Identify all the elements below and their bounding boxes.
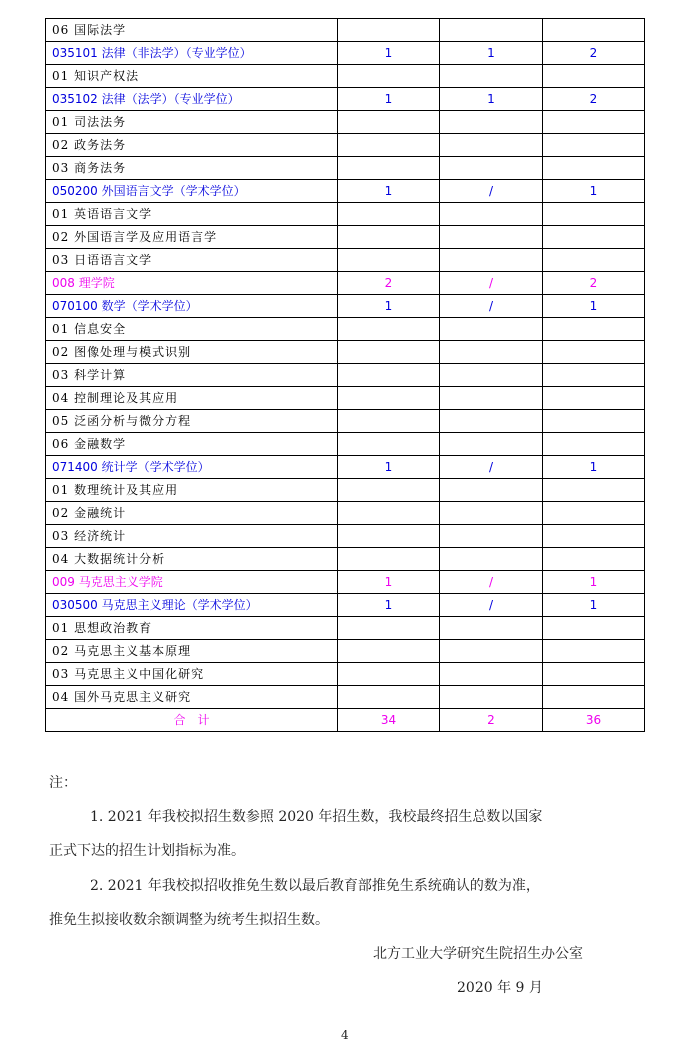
- direction-row: [46, 410, 645, 433]
- count-planned: [338, 226, 440, 249]
- row-label: 01 数理统计及其应用: [46, 479, 338, 502]
- count-total: [543, 65, 645, 88]
- direction-row: [46, 479, 645, 502]
- count-recommended: [440, 525, 543, 548]
- note-2-line-1: 2. 2021 年我校拟招收推免生数以最后教育部推免生系统确认的数为准，: [90, 878, 540, 894]
- row-label: 04 大数据统计分析: [46, 548, 338, 571]
- count-planned: [338, 410, 440, 433]
- count-planned: 34: [338, 709, 440, 732]
- row-label: 050200 外国语言文学（学术学位）: [46, 180, 338, 203]
- count-total: [543, 111, 645, 134]
- count-planned: 2: [338, 272, 440, 295]
- count-total: 2: [543, 272, 645, 295]
- major-row: [46, 295, 645, 318]
- direction-row: [46, 203, 645, 226]
- row-label: 03 马克思主义中国化研究: [46, 663, 338, 686]
- count-total: [543, 686, 645, 709]
- count-recommended: [440, 387, 543, 410]
- major-row: [46, 180, 645, 203]
- count-recommended: [440, 157, 543, 180]
- direction-row: [46, 111, 645, 134]
- direction-row: [46, 134, 645, 157]
- count-recommended: [440, 111, 543, 134]
- count-recommended: /: [440, 295, 543, 318]
- direction-row: [46, 249, 645, 272]
- note-1-line-2: 正式下达的招生计划指标为准。: [49, 843, 245, 859]
- count-recommended: [440, 134, 543, 157]
- count-planned: 1: [338, 594, 440, 617]
- count-planned: 1: [338, 180, 440, 203]
- count-total: [543, 19, 645, 42]
- count-recommended: [440, 226, 543, 249]
- school-row: [46, 571, 645, 594]
- date: 2020 年 9 月: [457, 980, 543, 996]
- count-planned: [338, 686, 440, 709]
- count-recommended: [440, 663, 543, 686]
- count-recommended: [440, 502, 543, 525]
- count-planned: [338, 111, 440, 134]
- row-label: 04 国外马克思主义研究: [46, 686, 338, 709]
- row-label: 035102 法律（法学）（专业学位）: [46, 88, 338, 111]
- count-total: [543, 318, 645, 341]
- count-planned: [338, 341, 440, 364]
- count-planned: [338, 19, 440, 42]
- row-label: 01 信息安全: [46, 318, 338, 341]
- count-recommended: [440, 640, 543, 663]
- direction-row: [46, 502, 645, 525]
- row-label: 02 马克思主义基本原理: [46, 640, 338, 663]
- direction-row: [46, 226, 645, 249]
- direction-row: [46, 364, 645, 387]
- count-planned: [338, 364, 440, 387]
- count-recommended: [440, 410, 543, 433]
- count-planned: [338, 157, 440, 180]
- count-planned: [338, 387, 440, 410]
- count-planned: [338, 479, 440, 502]
- page-number: 4: [341, 1028, 349, 1042]
- count-planned: [338, 318, 440, 341]
- direction-row: [46, 686, 645, 709]
- count-recommended: [440, 203, 543, 226]
- row-label: 03 商务法务: [46, 157, 338, 180]
- total-row: [46, 709, 645, 732]
- count-recommended: /: [440, 272, 543, 295]
- count-recommended: 1: [440, 42, 543, 65]
- count-recommended: [440, 249, 543, 272]
- count-recommended: [440, 341, 543, 364]
- count-recommended: /: [440, 180, 543, 203]
- count-planned: [338, 65, 440, 88]
- count-total: [543, 479, 645, 502]
- note-2-line-2: 推免生拟接收数余额调整为统考生拟招生数。: [49, 912, 329, 928]
- direction-row: [46, 663, 645, 686]
- count-recommended: [440, 617, 543, 640]
- school-row: [46, 272, 645, 295]
- count-recommended: [440, 364, 543, 387]
- count-recommended: /: [440, 456, 543, 479]
- count-planned: 1: [338, 42, 440, 65]
- count-total: [543, 640, 645, 663]
- count-total: [543, 410, 645, 433]
- count-recommended: [440, 19, 543, 42]
- row-label: 01 思想政治教育: [46, 617, 338, 640]
- direction-row: [46, 157, 645, 180]
- count-planned: [338, 203, 440, 226]
- note-1-line-1: 1. 2021 年我校拟招生数参照 2020 年招生数，我校最终招生总数以国家: [90, 809, 543, 825]
- count-recommended: [440, 65, 543, 88]
- direction-row: [46, 548, 645, 571]
- count-total: [543, 249, 645, 272]
- row-label: 01 司法法务: [46, 111, 338, 134]
- direction-row: [46, 318, 645, 341]
- notes-label: 注：: [49, 775, 77, 791]
- count-planned: 1: [338, 456, 440, 479]
- row-label: 04 控制理论及其应用: [46, 387, 338, 410]
- count-total: [543, 548, 645, 571]
- row-label: 05 泛函分析与微分方程: [46, 410, 338, 433]
- count-planned: [338, 617, 440, 640]
- row-label: 合 计: [46, 709, 338, 732]
- count-total: 1: [543, 571, 645, 594]
- count-total: 2: [543, 88, 645, 111]
- count-total: [543, 387, 645, 410]
- row-label: 06 金融数学: [46, 433, 338, 456]
- count-total: [543, 502, 645, 525]
- row-label: 008 理学院: [46, 272, 338, 295]
- count-planned: 1: [338, 88, 440, 111]
- row-label: 02 金融统计: [46, 502, 338, 525]
- count-total: 2: [543, 42, 645, 65]
- count-recommended: 2: [440, 709, 543, 732]
- major-row: [46, 456, 645, 479]
- count-recommended: [440, 318, 543, 341]
- row-label: 02 政务法务: [46, 134, 338, 157]
- direction-row: [46, 525, 645, 548]
- major-row: [46, 594, 645, 617]
- row-label: 071400 统计学（学术学位）: [46, 456, 338, 479]
- count-total: [543, 525, 645, 548]
- count-planned: [338, 249, 440, 272]
- count-planned: [338, 134, 440, 157]
- count-total: [543, 341, 645, 364]
- row-label: 02 外国语言学及应用语言学: [46, 226, 338, 249]
- row-label: 01 英语语言文学: [46, 203, 338, 226]
- row-label: 06 国际法学: [46, 19, 338, 42]
- signature: 北方工业大学研究生院招生办公室: [373, 946, 583, 962]
- row-label: 035101 法律（非法学）（专业学位）: [46, 42, 338, 65]
- count-planned: [338, 663, 440, 686]
- enrollment-plan-table: [45, 18, 645, 732]
- count-recommended: [440, 479, 543, 502]
- count-total: [543, 433, 645, 456]
- count-total: 1: [543, 594, 645, 617]
- count-recommended: 1: [440, 88, 543, 111]
- count-planned: 1: [338, 571, 440, 594]
- row-label: 03 经济统计: [46, 525, 338, 548]
- count-total: 1: [543, 295, 645, 318]
- row-label: 070100 数学（学术学位）: [46, 295, 338, 318]
- count-total: [543, 617, 645, 640]
- count-planned: [338, 502, 440, 525]
- major-row: [46, 88, 645, 111]
- row-label: 03 日语语言文学: [46, 249, 338, 272]
- direction-row: [46, 387, 645, 410]
- major-row: [46, 42, 645, 65]
- count-recommended: [440, 548, 543, 571]
- direction-row: [46, 19, 645, 42]
- count-total: 1: [543, 456, 645, 479]
- count-planned: [338, 548, 440, 571]
- count-recommended: /: [440, 594, 543, 617]
- count-planned: [338, 640, 440, 663]
- direction-row: [46, 341, 645, 364]
- direction-row: [46, 640, 645, 663]
- count-planned: 1: [338, 295, 440, 318]
- count-recommended: [440, 686, 543, 709]
- count-recommended: [440, 433, 543, 456]
- count-total: [543, 134, 645, 157]
- count-total: [543, 364, 645, 387]
- direction-row: [46, 65, 645, 88]
- row-label: 01 知识产权法: [46, 65, 338, 88]
- count-total: 1: [543, 180, 645, 203]
- direction-row: [46, 617, 645, 640]
- row-label: 03 科学计算: [46, 364, 338, 387]
- count-recommended: /: [440, 571, 543, 594]
- row-label: 02 图像处理与模式识别: [46, 341, 338, 364]
- direction-row: [46, 433, 645, 456]
- count-total: [543, 203, 645, 226]
- row-label: 009 马克思主义学院: [46, 571, 338, 594]
- row-label: 030500 马克思主义理论（学术学位）: [46, 594, 338, 617]
- count-total: [543, 226, 645, 249]
- count-planned: [338, 525, 440, 548]
- count-planned: [338, 433, 440, 456]
- count-total: [543, 157, 645, 180]
- count-total: [543, 663, 645, 686]
- count-total: 36: [543, 709, 645, 732]
